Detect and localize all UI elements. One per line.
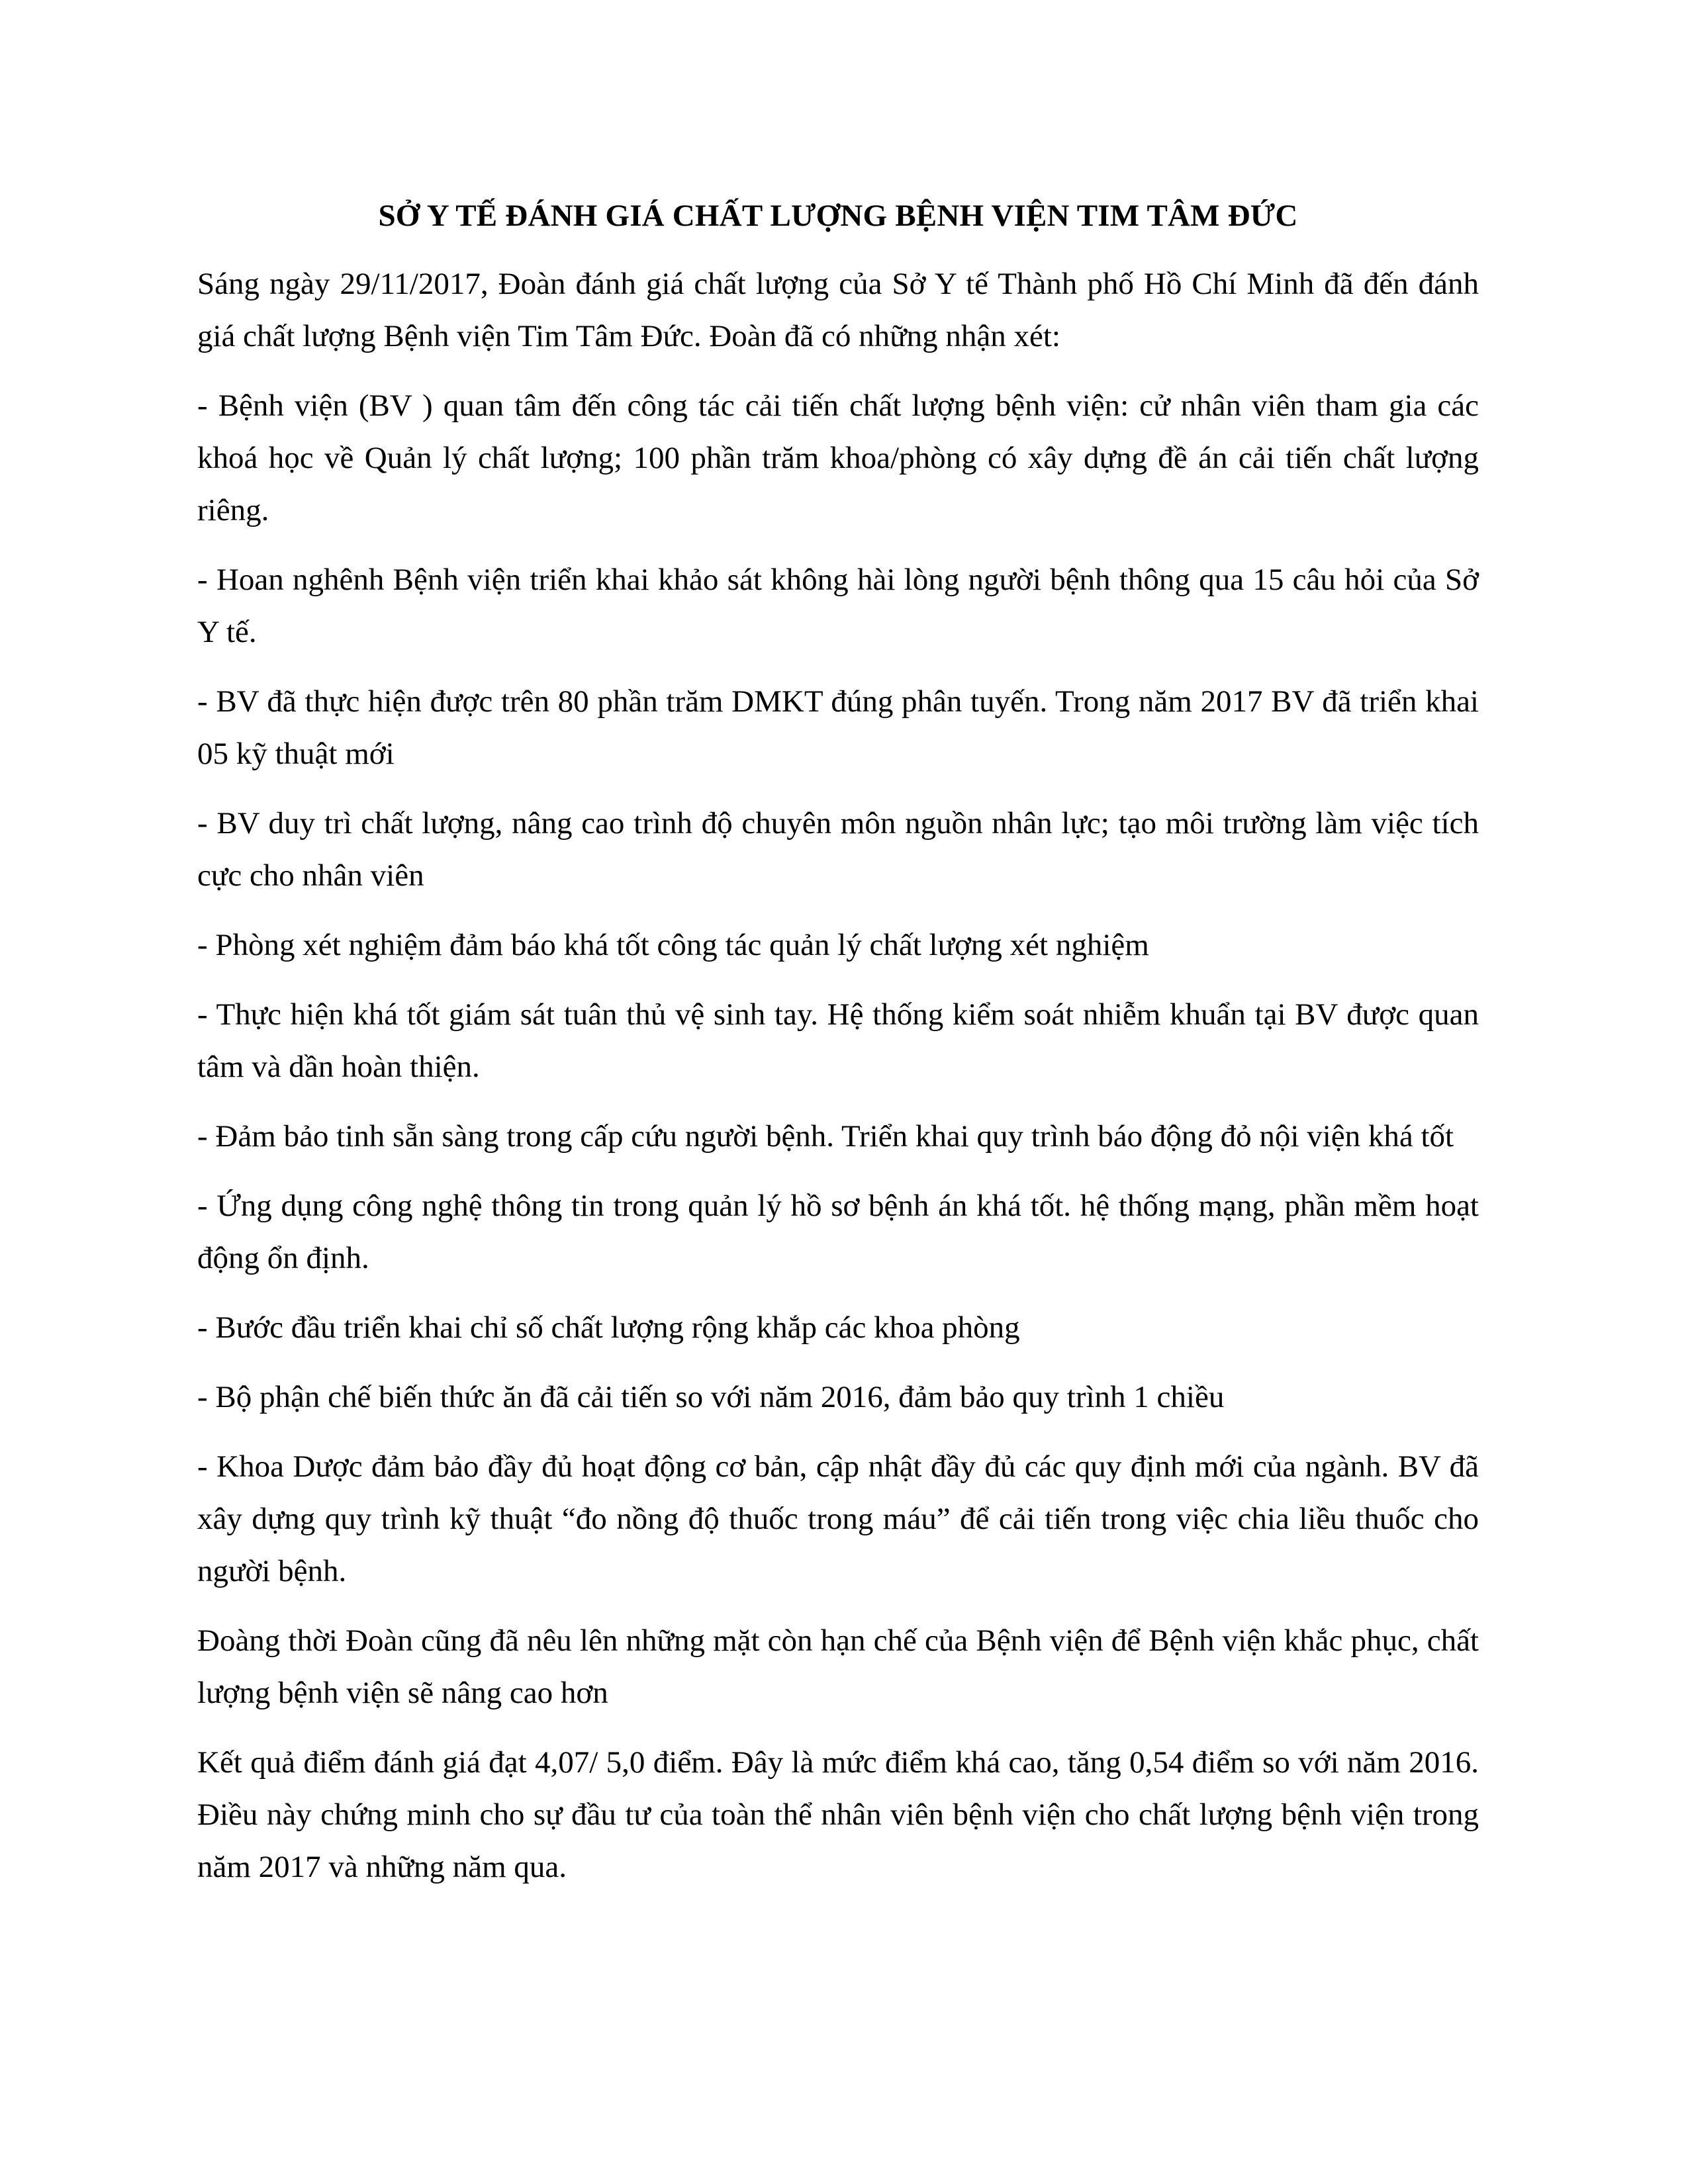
paragraph-hand-hygiene: - Thực hiện khá tốt giám sát tuân thủ vệ sinh tay. Hệ thống kiểm soát nhiễm khuẩn tại BV được quan tâm và dần hoàn thiện. <box>197 997 1479 1084</box>
paragraph-food-processing: - Bộ phận chế biến thức ăn đã cải tiến so với năm 2016, đảm bảo quy trình 1 chiều <box>197 1380 1225 1414</box>
paragraph-result: Kết quả điểm đánh giá đạt 4,07/ 5,0 điểm. Đây là mức điểm khá cao, tăng 0,54 điểm so với năm 2016. Điều này chứng minh cho sự đầu tư của toàn thể nhân viên bệnh viện cho chất lượng bệnh viện trong năm 2017 và những năm qua. <box>197 1745 1479 1884</box>
paragraph-laboratory: - Phòng xét nghiệm đảm báo khá tốt công tác quản lý chất lượng xét nghiệm <box>197 928 1149 962</box>
paragraph-technical-list: - BV đã thực hiện được trên 80 phần trăm DMKT đúng phân tuyến. Trong năm 2017 BV đã triển khai 05 kỹ thuật mới <box>197 684 1479 771</box>
paragraph-patient-survey: - Hoan nghênh Bệnh viện triển khai khảo sát không hài lòng người bệnh thông qua 15 câu hỏi của Sở Y tế. <box>197 563 1479 649</box>
document-page <box>197 196 1479 1911</box>
document-title: SỞ Y TẾ ĐÁNH GIÁ CHẤT LƯỢNG BỆNH VIỆN TIM TÂM ĐỨC <box>378 199 1298 233</box>
paragraph-quality-improvement: - Bệnh viện (BV ) quan tâm đến công tác cải tiến chất lượng bệnh viện: cử nhân viên tham gia các khoá học về Quản lý chất lượng; 100 phần trăm khoa/phòng có xây dựng đề án cải tiến chất lượng riêng. <box>197 388 1479 527</box>
paragraph-human-resources: - BV duy trì chất lượng, nâng cao trình độ chuyên môn nguồn nhân lực; tạo môi trường làm việc tích cực cho nhân viên <box>197 806 1479 893</box>
paragraph-quality-indicators: - Bước đầu triển khai chỉ số chất lượng rộng khắp các khoa phòng <box>197 1310 1020 1345</box>
paragraph-intro: Sáng ngày 29/11/2017, Đoàn đánh giá chất lượng của Sở Y tế Thành phố Hồ Chí Minh đã đến đánh giá chất lượng Bệnh viện Tim Tâm Đức. Đoàn đã có những nhận xét: <box>197 267 1479 353</box>
paragraph-it-records: - Ứng dụng công nghệ thông tin trong quản lý hồ sơ bệnh án khá tốt. hệ thống mạng, phần mềm hoạt động ổn định. <box>197 1189 1479 1275</box>
paragraph-emergency: - Đảm bảo tinh sẵn sàng trong cấp cứu người bệnh. Triển khai quy trình báo động đỏ nội viện khá tốt <box>197 1119 1454 1154</box>
paragraph-pharmacy: - Khoa Dược đảm bảo đầy đủ hoạt động cơ bản, cập nhật đầy đủ các quy định mới của ngành. BV đã xây dựng quy trình kỹ thuật “đo nồng độ thuốc trong máu” để cải tiến trong việc chia liều thuốc cho người bệnh. <box>197 1449 1479 1588</box>
paragraph-limitations: Đoàng thời Đoàn cũng đã nêu lên những mặt còn hạn chế của Bệnh viện để Bệnh viện khắc phục, chất lượng bệnh viện sẽ nâng cao hơn <box>197 1623 1479 1710</box>
